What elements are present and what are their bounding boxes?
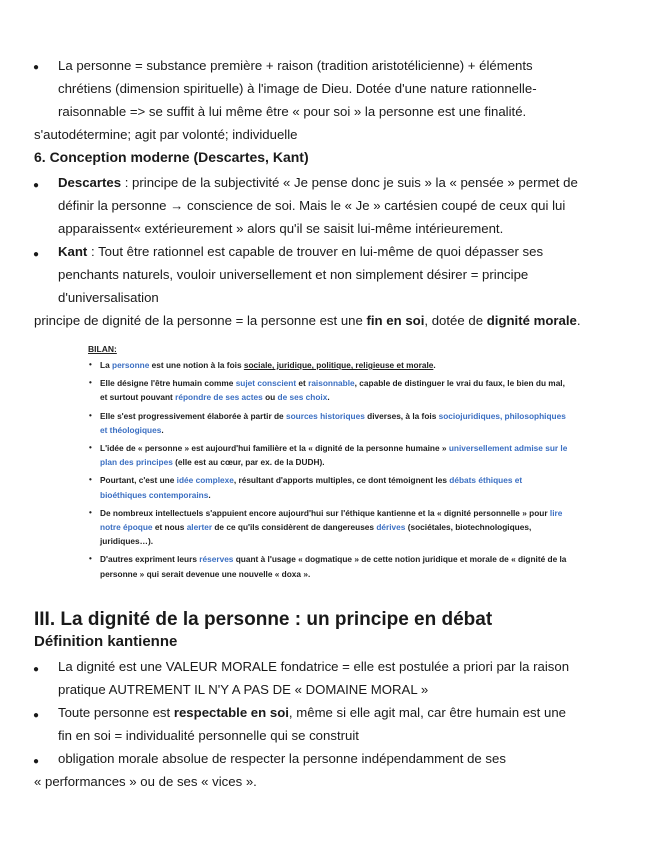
bilan-item: • La personne est une notion à la fois sociale, juridique, politique, religieuse et morale.: [89, 360, 436, 370]
definition-bullet: [58, 655, 618, 701]
text-span: : principe de la subjectivité « Je pense donc je suis » la « pensée » permet de: [121, 175, 578, 190]
text-span: .: [576, 313, 581, 328]
text-line: d'universalisation: [58, 290, 159, 305]
text-line: fin en soi = individualité personnelle qui se construit: [58, 728, 359, 743]
bilan-item: • Elle s'est progressivement élaborée à partir de sources historiques diverses, à la fois sociojuridiques, philosophiques et théologiques.: [89, 410, 566, 435]
text-line: La dignité est une VALEUR MORALE fondatrice = elle est postulée a priori par la raison: [58, 659, 570, 674]
bilan-item: • L'idée de « personne » est aujourd'hui familière et la « dignité de la personne humaine » universellement admise sur le plan des principes (elle est au cœur, par ex. de la DUDH).: [89, 443, 568, 468]
descartes-label: Descartes: [58, 175, 122, 190]
text-line: définir la personne → conscience de soi. Mais le « Je » cartésien coupé de ceux qui lui: [58, 198, 566, 213]
bullet-marker: ●: [33, 249, 40, 260]
kant-bullet: [58, 240, 618, 309]
text-line: La personne = substance première + raison (tradition aristotélicienne) + éléments: [58, 58, 533, 73]
bilan-item: • D'autres expriment leurs réserves quant à l'usage « dogmatique » de cette notion juridique et morale de « dignité de la personne » qui serait devenue une nouvelle « doxa ».: [89, 554, 567, 579]
text-line: raisonnable => se suffit à lui même être « pour soi » la personne est une finalité.: [58, 104, 527, 119]
bullet-marker: ●: [33, 62, 40, 73]
text-line: pratique AUTREMENT IL N'Y A PAS DE « DOMAINE MORAL »: [58, 682, 429, 697]
text-span: principe de dignité de la personne = la personne est une: [34, 313, 367, 328]
emphasis-fin-en-soi: fin en soi: [366, 313, 425, 328]
respect-bullet: [58, 701, 618, 747]
kant-label: Kant: [58, 244, 88, 259]
text-span: , même si elle agit mal, car être humain est une: [288, 705, 566, 720]
emphasis-dignite-morale: dignité morale: [486, 313, 577, 328]
text-span: Toute personne est: [58, 705, 174, 720]
text-line: chrétiens (dimension spirituelle) à l'image de Dieu. Dotée d'une nature rationnelle-: [58, 81, 537, 96]
intro-continuation: s'autodétermine; agit par volonté; individuelle: [34, 127, 298, 142]
text-line: obligation morale absolue de respecter la personne indépendamment de ses: [58, 751, 506, 766]
intro-bullet: [58, 54, 618, 123]
text-span: , dotée de: [424, 313, 487, 328]
emphasis-respectable: respectable en soi: [173, 705, 289, 720]
bilan-title: BILAN:: [88, 344, 117, 354]
descartes-bullet: [58, 171, 618, 240]
bilan-item: • De nombreux intellectuels s'appuient encore aujourd'hui sur l'éthique kantienne et la « dignité personnelle » pour lire notre époque et nous alerter de ce qu'ils considèrent de dangereuses dérives (sociétales, biotechnologiques, juridiques…).: [89, 507, 563, 547]
text-line: apparaissent« extérieurement » alors qu'il se saisit lui-même intérieurement.: [58, 221, 504, 236]
text-line: penchants naturels, vouloir universellement et non simplement désirer = principe: [58, 267, 529, 282]
section-3-heading: III. La dignité de la personne : un principe en débat: [34, 609, 493, 630]
bilan-box: [88, 344, 568, 581]
obligation-continuation: « performances » ou de ses « vices ».: [34, 774, 257, 789]
section-3-subheading: Définition kantienne: [34, 633, 178, 650]
bullet-marker: ●: [33, 756, 40, 767]
bullet-marker: ●: [33, 180, 40, 191]
text-span: : Tout être rationnel est capable de trouver en lui-même de quoi dépasser ses: [87, 244, 544, 259]
bilan-item: • Pourtant, c'est une idée complexe, résultant d'apports multiples, ce dont témoignent les débats éthiques et bioéthiques contemporains.: [89, 475, 523, 500]
section-6-heading: 6. Conception moderne (Descartes, Kant): [34, 149, 309, 165]
principle-line: [34, 309, 581, 332]
bilan-item: • Elle désigne l'être humain comme sujet conscient et raisonnable, capable de distinguer le vrai du faux, le bien du mal, et surtout pouvant répondre de ses actes ou de ses choix.: [89, 378, 565, 403]
bullet-marker: ●: [33, 710, 40, 721]
bullet-marker: ●: [33, 664, 40, 675]
obligation-bullet: [58, 747, 618, 770]
